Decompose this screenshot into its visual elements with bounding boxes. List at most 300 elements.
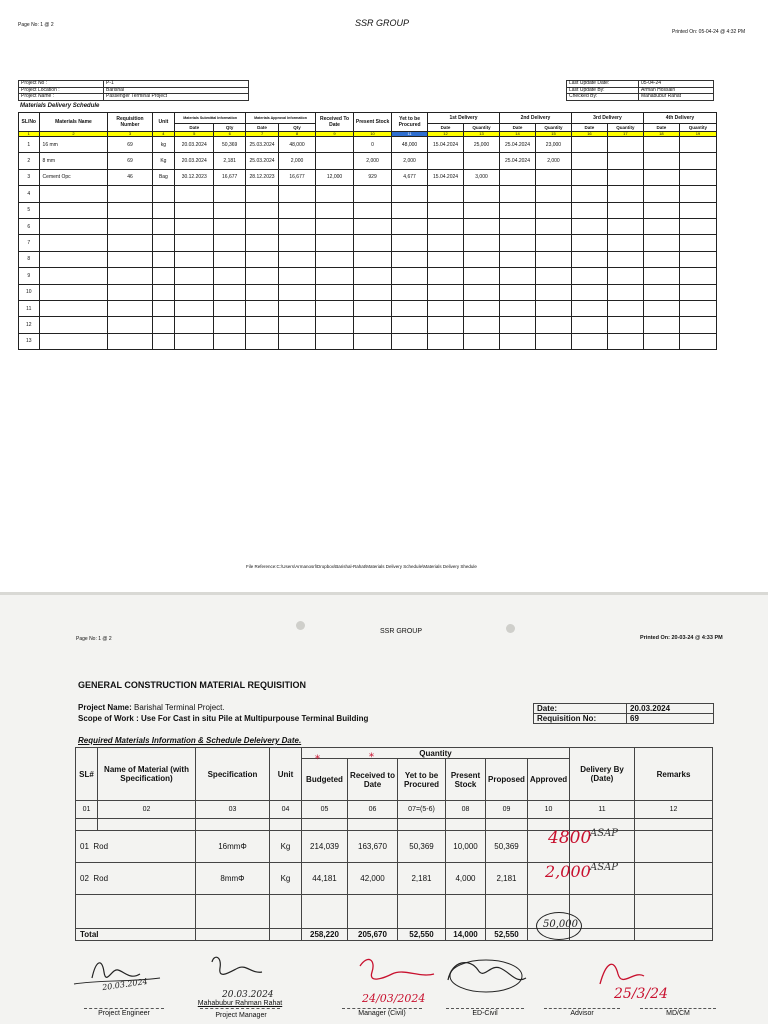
index-cell: 14 bbox=[500, 132, 536, 137]
table-cell bbox=[679, 137, 716, 153]
scope-line bbox=[78, 714, 368, 723]
table-cell bbox=[643, 186, 679, 202]
table-cell bbox=[464, 251, 500, 267]
total-proposed: 52,550 bbox=[486, 929, 528, 941]
punch-hole bbox=[506, 624, 515, 633]
table-cell bbox=[607, 268, 643, 284]
table-cell: 28.12.2023 bbox=[246, 169, 279, 185]
table-cell bbox=[643, 268, 679, 284]
table-cell bbox=[279, 333, 316, 349]
col-header: Delivery By (Date) bbox=[570, 748, 635, 801]
table-cell: 69 bbox=[108, 153, 152, 169]
table-row bbox=[19, 202, 717, 218]
table-cell bbox=[535, 333, 571, 349]
table-cell bbox=[679, 251, 716, 267]
table-cell bbox=[392, 251, 428, 267]
index-cell: 06 bbox=[348, 801, 398, 819]
table-cell bbox=[571, 202, 607, 218]
table-cell bbox=[246, 300, 279, 316]
handwritten-date-mdcm: 25/3/24 bbox=[614, 986, 668, 1002]
table-cell bbox=[607, 153, 643, 169]
table-cell bbox=[354, 268, 392, 284]
table-cell bbox=[279, 186, 316, 202]
table-cell bbox=[246, 284, 279, 300]
table-cell bbox=[571, 284, 607, 300]
signature-line bbox=[84, 1008, 164, 1009]
handwritten-approved-2: 2,000 bbox=[545, 862, 591, 881]
table-cell bbox=[279, 317, 316, 333]
row-present: 4,000 bbox=[446, 863, 486, 895]
page-number: Page No: 1 @ 2 bbox=[18, 22, 54, 28]
col-header: Yet to be Procured bbox=[398, 759, 446, 801]
table-cell: 25.04.2024 bbox=[500, 137, 536, 153]
table-cell bbox=[175, 235, 214, 251]
index-cell: 8 bbox=[279, 132, 316, 137]
col-header: Quantity bbox=[302, 748, 570, 759]
row-sl-name bbox=[76, 831, 196, 863]
table-cell bbox=[643, 169, 679, 185]
table-cell bbox=[108, 317, 152, 333]
table-cell bbox=[607, 202, 643, 218]
col-header: 4th Delivery bbox=[643, 113, 716, 124]
table-cell: 25.04.2024 bbox=[500, 153, 536, 169]
table-cell bbox=[607, 235, 643, 251]
table-cell: 30.12.2023 bbox=[175, 169, 214, 185]
index-cell: 11 bbox=[392, 132, 428, 137]
table-cell bbox=[464, 153, 500, 169]
col-header: SL/No bbox=[19, 113, 40, 132]
col-header: Unit bbox=[152, 113, 175, 132]
index-cell: 1 bbox=[19, 132, 40, 137]
index-cell: 07=(5-6) bbox=[398, 801, 446, 819]
col-header: Name of Material (with Specification) bbox=[98, 748, 196, 801]
signature-line bbox=[446, 1008, 524, 1009]
table-cell: 16,677 bbox=[279, 169, 316, 185]
project-name-value: Barishal Terminal Project. bbox=[134, 703, 225, 712]
table-cell bbox=[152, 251, 175, 267]
table-cell bbox=[392, 186, 428, 202]
col-header: Specification bbox=[196, 748, 270, 801]
table-row bbox=[19, 300, 717, 316]
table-cell bbox=[108, 186, 152, 202]
table-cell bbox=[214, 333, 246, 349]
total-present: 14,000 bbox=[446, 929, 486, 941]
table-cell bbox=[464, 202, 500, 218]
table-cell bbox=[643, 153, 679, 169]
scope-label: Scope of Work : bbox=[78, 714, 139, 723]
row-unit: Kg bbox=[270, 831, 302, 863]
table-cell bbox=[428, 251, 464, 267]
table-cell bbox=[175, 333, 214, 349]
index-cell: 7 bbox=[246, 132, 279, 137]
col-header: SL# bbox=[76, 748, 98, 801]
table-cell: 16 mm bbox=[39, 137, 108, 153]
table-cell bbox=[464, 284, 500, 300]
table-cell bbox=[535, 235, 571, 251]
table-cell bbox=[535, 284, 571, 300]
row-received: 42,000 bbox=[348, 863, 398, 895]
sub-header: Quantity bbox=[464, 124, 500, 132]
col-header: Budgeted bbox=[302, 759, 348, 801]
table-cell bbox=[464, 235, 500, 251]
table-cell: 48,000 bbox=[392, 137, 428, 153]
table-cell bbox=[571, 235, 607, 251]
table-cell bbox=[535, 251, 571, 267]
table-cell bbox=[354, 202, 392, 218]
sub-header: Qty bbox=[279, 124, 316, 132]
table-cell bbox=[428, 268, 464, 284]
table-cell bbox=[500, 169, 536, 185]
sub-header: Quantity bbox=[535, 124, 571, 132]
table-cell bbox=[354, 300, 392, 316]
table-cell: 2,000 bbox=[392, 153, 428, 169]
table-cell: 15.04.2024 bbox=[428, 169, 464, 185]
table-cell bbox=[571, 169, 607, 185]
table-cell bbox=[175, 202, 214, 218]
table-cell bbox=[428, 153, 464, 169]
table-cell bbox=[108, 300, 152, 316]
info-value: P-1 bbox=[104, 81, 249, 88]
table-cell bbox=[392, 202, 428, 218]
requisition-title: GENERAL CONSTRUCTION MATERIAL REQUISITION bbox=[78, 680, 307, 690]
table-cell bbox=[214, 218, 246, 234]
table-cell bbox=[500, 284, 536, 300]
table-cell bbox=[246, 333, 279, 349]
info-value: Passenger Terminal Project bbox=[104, 94, 249, 101]
table-cell: 4,677 bbox=[392, 169, 428, 185]
table-cell bbox=[607, 169, 643, 185]
index-cell: 18 bbox=[643, 132, 679, 137]
table-cell bbox=[316, 333, 354, 349]
info-label: Last Update By: bbox=[567, 87, 639, 94]
sub-header: Date bbox=[643, 124, 679, 132]
table-cell bbox=[354, 235, 392, 251]
table-cell bbox=[428, 235, 464, 251]
table-cell bbox=[571, 333, 607, 349]
table-cell bbox=[428, 300, 464, 316]
sub-header: Date bbox=[175, 124, 214, 132]
table-cell bbox=[679, 235, 716, 251]
table-cell: 10 bbox=[19, 284, 40, 300]
table-cell bbox=[643, 218, 679, 234]
col-header: Materials Name bbox=[39, 113, 108, 132]
table-cell bbox=[535, 169, 571, 185]
table-cell bbox=[214, 317, 246, 333]
table-cell bbox=[500, 202, 536, 218]
scan-edge bbox=[0, 592, 768, 595]
table-cell bbox=[464, 317, 500, 333]
table-cell bbox=[428, 202, 464, 218]
company-name: SSR GROUP bbox=[355, 18, 410, 28]
index-cell: 12 bbox=[428, 132, 464, 137]
signature-ed-civil: ED-Civil bbox=[472, 1010, 498, 1017]
total-budgeted: 258,220 bbox=[302, 929, 348, 941]
table-cell bbox=[316, 284, 354, 300]
table-cell bbox=[354, 251, 392, 267]
col-header: 2nd Delivery bbox=[500, 113, 572, 124]
table-cell bbox=[152, 186, 175, 202]
table-cell bbox=[39, 235, 108, 251]
table-row bbox=[19, 235, 717, 251]
sub-header: Qty bbox=[214, 124, 246, 132]
table-cell bbox=[643, 300, 679, 316]
index-cell: 19 bbox=[679, 132, 716, 137]
table-row bbox=[19, 317, 717, 333]
table-cell bbox=[571, 251, 607, 267]
signature-manager-civil: Manager (Civil) bbox=[358, 1010, 406, 1017]
row-proposed: 2,181 bbox=[486, 863, 528, 895]
row-present: 10,000 bbox=[446, 831, 486, 863]
table-cell bbox=[607, 218, 643, 234]
table-cell bbox=[152, 218, 175, 234]
table-row bbox=[19, 333, 717, 349]
table-cell bbox=[571, 137, 607, 153]
table-cell bbox=[500, 186, 536, 202]
scan-page-number: Page No: 1 @ 2 bbox=[76, 636, 112, 642]
table-cell bbox=[535, 300, 571, 316]
table-cell bbox=[316, 268, 354, 284]
table-cell bbox=[392, 235, 428, 251]
index-cell: 03 bbox=[196, 801, 270, 819]
table-cell bbox=[607, 317, 643, 333]
table-cell bbox=[246, 218, 279, 234]
table-cell: 20.03.2024 bbox=[175, 137, 214, 153]
requisition-no-value: 69 bbox=[627, 714, 714, 724]
table-cell bbox=[316, 251, 354, 267]
table-cell bbox=[571, 300, 607, 316]
sub-header: Quantity bbox=[607, 124, 643, 132]
project-name-label: Project Name: bbox=[78, 703, 132, 712]
row-budgeted: 44,181 bbox=[302, 863, 348, 895]
table-cell bbox=[175, 284, 214, 300]
signature-advisor: Advisor bbox=[570, 1010, 594, 1017]
index-cell: 17 bbox=[607, 132, 643, 137]
table-cell bbox=[679, 284, 716, 300]
table-cell: 23,000 bbox=[535, 137, 571, 153]
table-cell bbox=[643, 251, 679, 267]
index-cell: 5 bbox=[175, 132, 214, 137]
index-cell: 08 bbox=[446, 801, 486, 819]
printed-on: Printed On: 05-04-24 @ 4:32 PM bbox=[672, 29, 746, 35]
table-cell bbox=[607, 186, 643, 202]
file-reference: File Reference:C:\Users\Armanosrl\Dropbox\Barishal-Rahat\Materials Delivery Schedule\Materials Delivery Shedule bbox=[246, 564, 477, 569]
table-cell: Bag bbox=[152, 169, 175, 185]
punch-hole bbox=[296, 621, 305, 630]
table-cell bbox=[607, 333, 643, 349]
index-cell: 6 bbox=[214, 132, 246, 137]
table-cell bbox=[152, 235, 175, 251]
total-yet: 52,550 bbox=[398, 929, 446, 941]
col-header: Present Stock bbox=[446, 759, 486, 801]
table-cell bbox=[679, 169, 716, 185]
table-cell bbox=[246, 235, 279, 251]
table-cell bbox=[500, 268, 536, 284]
table-cell bbox=[175, 268, 214, 284]
table-cell: 2,000 bbox=[535, 153, 571, 169]
table-cell bbox=[246, 202, 279, 218]
table-cell: 8 mm bbox=[39, 153, 108, 169]
table-row bbox=[19, 251, 717, 267]
index-cell: 3 bbox=[108, 132, 152, 137]
handwritten-delivery-1: ASAP bbox=[590, 828, 619, 839]
table-cell bbox=[246, 186, 279, 202]
info-label: Project No : bbox=[19, 81, 104, 88]
table-cell bbox=[175, 300, 214, 316]
table-cell bbox=[679, 317, 716, 333]
table-cell bbox=[108, 202, 152, 218]
table-cell bbox=[535, 202, 571, 218]
col-header: Remarks bbox=[635, 748, 713, 801]
signature-md-cm: MD/CM bbox=[666, 1010, 690, 1017]
date-value: 20.03.2024 bbox=[627, 704, 714, 714]
col-header: Received to Date bbox=[348, 759, 398, 801]
sub-header: Date bbox=[246, 124, 279, 132]
table-cell bbox=[39, 284, 108, 300]
table-cell bbox=[679, 186, 716, 202]
table-cell: 2 bbox=[19, 153, 40, 169]
signature-project-manager: Project Manager bbox=[215, 1012, 267, 1019]
table-cell bbox=[354, 218, 392, 234]
table-cell: 11 bbox=[19, 300, 40, 316]
info-value: Arman Hossain bbox=[639, 87, 714, 94]
table-cell bbox=[464, 218, 500, 234]
table-cell bbox=[39, 268, 108, 284]
table-cell bbox=[464, 300, 500, 316]
table-cell: 3,000 bbox=[464, 169, 500, 185]
table-cell: 69 bbox=[108, 137, 152, 153]
table-cell bbox=[354, 284, 392, 300]
index-cell: 09 bbox=[486, 801, 528, 819]
row-received: 163,670 bbox=[348, 831, 398, 863]
table-cell bbox=[571, 268, 607, 284]
table-cell: 25.03.2024 bbox=[246, 153, 279, 169]
sub-header: Date bbox=[571, 124, 607, 132]
index-cell: 11 bbox=[570, 801, 635, 819]
table-cell bbox=[316, 153, 354, 169]
table-cell bbox=[316, 317, 354, 333]
table-cell bbox=[428, 218, 464, 234]
table-cell bbox=[152, 317, 175, 333]
table-cell bbox=[607, 284, 643, 300]
table-cell bbox=[428, 333, 464, 349]
table-cell bbox=[500, 218, 536, 234]
table-cell: 8 bbox=[19, 251, 40, 267]
table-cell: 12 bbox=[19, 317, 40, 333]
table-cell bbox=[392, 284, 428, 300]
delivery-schedule-table bbox=[18, 112, 717, 350]
table-cell: Cement Opc bbox=[39, 169, 108, 185]
table-cell bbox=[354, 186, 392, 202]
table-cell bbox=[246, 317, 279, 333]
info-label: Checked By: bbox=[567, 94, 639, 101]
table-cell: 48,000 bbox=[279, 137, 316, 153]
table-cell bbox=[643, 235, 679, 251]
info-value: Barishal bbox=[104, 87, 249, 94]
table-cell bbox=[464, 268, 500, 284]
row-sl: 01 bbox=[80, 842, 89, 851]
table-cell bbox=[316, 186, 354, 202]
handwritten-approved-1: 4800 bbox=[548, 828, 592, 848]
col-header: Received To Date bbox=[316, 113, 354, 132]
table-cell bbox=[39, 186, 108, 202]
table-row bbox=[19, 268, 717, 284]
row-spec: 8mmΦ bbox=[196, 863, 270, 895]
table-cell bbox=[39, 333, 108, 349]
table-cell bbox=[279, 218, 316, 234]
table-cell bbox=[175, 186, 214, 202]
table-cell bbox=[392, 333, 428, 349]
table-cell bbox=[354, 317, 392, 333]
table-row bbox=[19, 186, 717, 202]
signature-project-engineer: Project Engineer bbox=[98, 1010, 150, 1017]
table-cell bbox=[152, 202, 175, 218]
table-cell bbox=[316, 235, 354, 251]
table-cell: 0 bbox=[354, 137, 392, 153]
signature-line bbox=[544, 1008, 620, 1009]
handwritten-approved-total: 50,000 bbox=[543, 919, 578, 930]
index-cell: 10 bbox=[354, 132, 392, 137]
scope-value: Use For Cast in situ Pile at Multipurpouse Terminal Building bbox=[140, 714, 369, 723]
project-name-line bbox=[78, 703, 225, 712]
update-info-table bbox=[566, 80, 714, 101]
table-cell: 1 bbox=[19, 137, 40, 153]
row-unit: Kg bbox=[270, 863, 302, 895]
table-cell bbox=[500, 333, 536, 349]
table-cell bbox=[571, 153, 607, 169]
table-cell bbox=[214, 202, 246, 218]
table-cell: 4 bbox=[19, 186, 40, 202]
sub-header: Date bbox=[500, 124, 536, 132]
date-label: Date: bbox=[534, 704, 627, 714]
col-header: Materials Approval Information bbox=[246, 113, 316, 124]
table-cell bbox=[279, 251, 316, 267]
table-cell bbox=[246, 251, 279, 267]
index-cell: 4 bbox=[152, 132, 175, 137]
section-title: Required Materials Information & Schedule Deleivery Date. bbox=[78, 736, 302, 745]
table-cell bbox=[108, 333, 152, 349]
signature-line bbox=[640, 1008, 716, 1009]
col-header: Yet to be Procured bbox=[392, 113, 428, 132]
table-cell bbox=[39, 202, 108, 218]
table-cell bbox=[428, 186, 464, 202]
table-cell: 16,677 bbox=[214, 169, 246, 185]
table-cell bbox=[108, 218, 152, 234]
table-cell bbox=[279, 235, 316, 251]
table-cell bbox=[279, 284, 316, 300]
table-cell bbox=[175, 251, 214, 267]
table-cell: 15.04.2024 bbox=[428, 137, 464, 153]
table-row bbox=[19, 153, 717, 169]
index-cell: 16 bbox=[571, 132, 607, 137]
table-cell bbox=[500, 300, 536, 316]
table-cell bbox=[464, 333, 500, 349]
table-cell bbox=[39, 317, 108, 333]
table-cell bbox=[679, 268, 716, 284]
table-cell: 13 bbox=[19, 333, 40, 349]
row-yet: 2,181 bbox=[398, 863, 446, 895]
table-cell bbox=[175, 317, 214, 333]
sub-header: Quantity bbox=[679, 124, 716, 132]
row-material: Rod bbox=[93, 842, 109, 851]
table-cell: 25.03.2024 bbox=[246, 137, 279, 153]
table-cell bbox=[39, 300, 108, 316]
red-asterisk-mark: * bbox=[315, 754, 320, 765]
table-row bbox=[19, 284, 717, 300]
table-cell bbox=[354, 333, 392, 349]
sub-header: Date bbox=[428, 124, 464, 132]
table-cell bbox=[316, 300, 354, 316]
table-cell bbox=[392, 218, 428, 234]
